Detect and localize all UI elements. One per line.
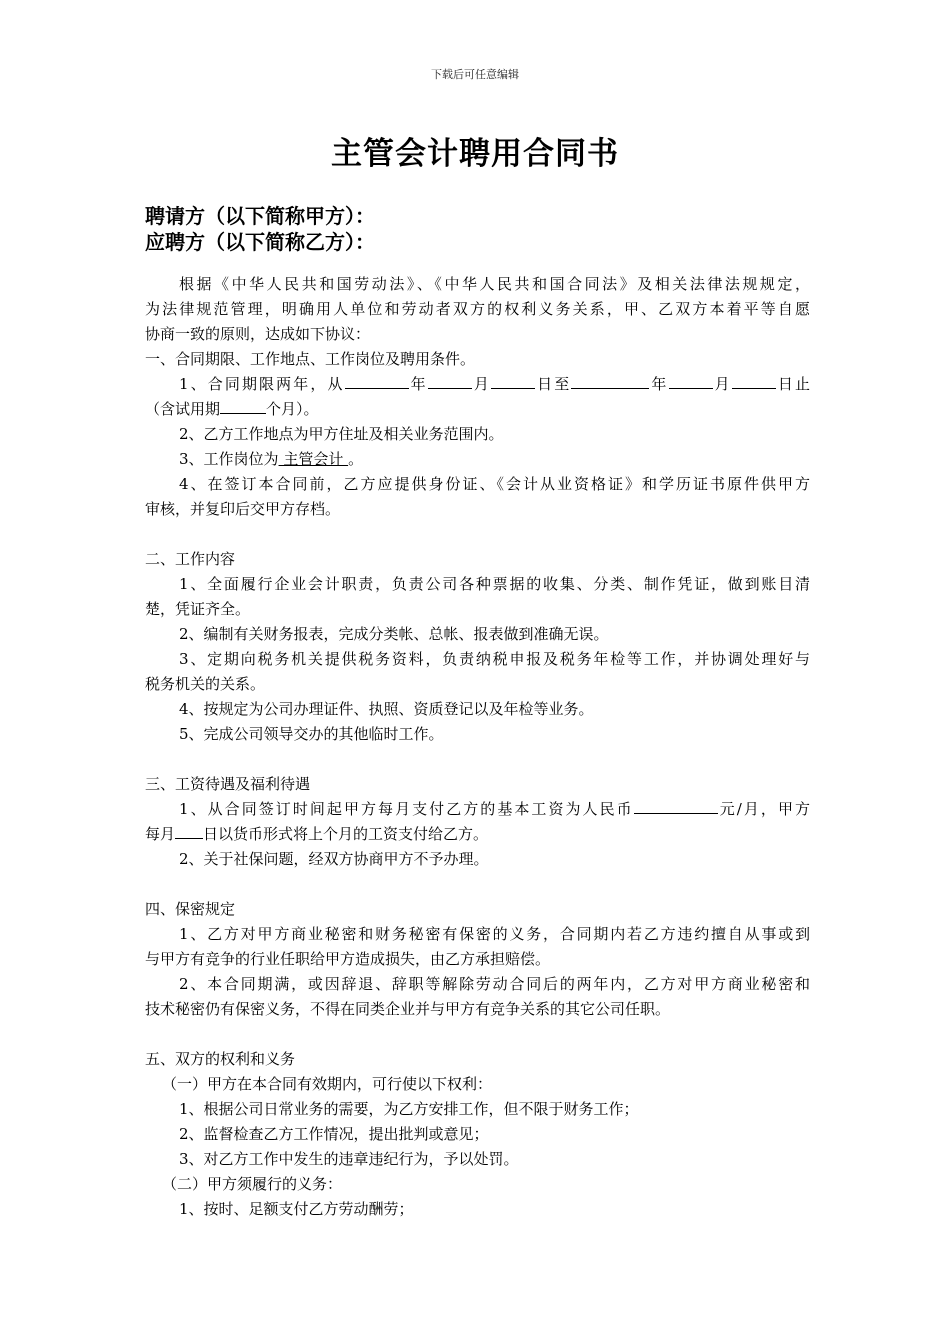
- s5-sub-1-item-3: 3、对乙方工作中发生的违章违纪行为，予以处罚。: [179, 1150, 519, 1168]
- salary-blank: [634, 797, 718, 814]
- section-3-heading: 三、工资待遇及福利待遇: [145, 775, 311, 793]
- salary-suffix: 元/月，甲方: [717, 800, 810, 818]
- day-to-label: 日至: [535, 375, 572, 393]
- s3-item-2: 2、关于社保问题，经双方协商甲方不予办理。: [179, 850, 489, 868]
- month-label: 月: [471, 375, 492, 393]
- party-b-line: 应聘方（以下简称乙方）：: [145, 230, 375, 254]
- s2-item-4: 4、按规定为公司办理证件、执照、资质登记以及年检等业务。: [179, 700, 594, 718]
- s3-item-1-line-1: [145, 797, 810, 822]
- s3-item-1-line-2: [145, 822, 810, 847]
- start-month-blank: [428, 372, 472, 389]
- s2-item-1-line-2: 楚，凭证齐全。: [145, 600, 251, 618]
- end-day-blank: [732, 372, 776, 389]
- probation-label: （含试用期: [145, 400, 221, 418]
- party-a-line: 聘请方（以下简称甲方）：: [145, 204, 375, 228]
- start-day-blank: [491, 372, 535, 389]
- probation-blank: [220, 397, 266, 414]
- intro-line-2: 为法律规范管理，明确用人单位和劳动者双方的权利义务关系，甲、乙双方本着平等自愿: [145, 300, 810, 318]
- s1-i1-a: 1、合同期限两年，从: [179, 375, 345, 393]
- day-end-label: 日止: [775, 375, 810, 393]
- s4-item-2-line-1: 2、本合同期满，或因辞退、辞职等解除劳动合同后的两年内，乙方对甲方商业秘密和: [179, 975, 810, 993]
- s4-item-2-line-2: 技术秘密仍有保密义务，不得在同类企业并与甲方有竞争关系的其它公司任职。: [145, 1000, 671, 1018]
- s5-sub-2: （二）甲方须履行的义务：: [162, 1175, 343, 1193]
- s4-item-1-line-2: 与甲方有竞争的行业任职给甲方造成损失，由乙方承担赔偿。: [145, 950, 551, 968]
- intro-line-1: 根据《中华人民共和国劳动法》、《中华人民共和国合同法》及相关法律法规规定，: [179, 275, 810, 293]
- spacer: [145, 1022, 810, 1047]
- s2-item-3-line-2: 税务机关的关系。: [145, 675, 266, 693]
- payday-suffix: 日以货币形式将上个月的工资支付给乙方。: [203, 825, 489, 843]
- s1-item-4-line-2: 审核，并复印后交甲方存档。: [145, 500, 341, 518]
- s5-sub-2-item-1: 1、按时、足额支付乙方劳动酬劳；: [179, 1200, 414, 1218]
- section-5-heading: 五、双方的权利和义务: [145, 1050, 296, 1068]
- payday-blank: [175, 822, 203, 839]
- intro-line-3: 协商一致的原则，达成如下协议：: [145, 325, 371, 343]
- end-year-blank: [571, 372, 649, 389]
- month-label-2: 月: [712, 375, 732, 393]
- document-title: 主管会计聘用合同书: [331, 136, 619, 172]
- s1-item-4-line-1: 4、在签订本合同前，乙方应提供身份证、《会计从业资格证》和学历证书原件供甲方: [179, 475, 810, 493]
- section-4-heading: 四、保密规定: [145, 900, 236, 918]
- spacer: [145, 747, 810, 772]
- payday-label: 每月: [145, 825, 176, 843]
- start-year-blank: [345, 372, 409, 389]
- s2-item-5: 5、完成公司领导交办的其他临时工作。: [179, 725, 444, 743]
- spacer: [145, 522, 810, 547]
- salary-label: 1、从合同签订时间起甲方每月支付乙方的基本工资为人民币: [179, 800, 634, 818]
- s2-item-3-line-1: 3、定期向税务机关提供税务资料，负责纳税申报及税务年检等工作，并协调处理好与: [179, 650, 810, 668]
- s1-item-3: [145, 447, 810, 472]
- post-suffix: 。: [348, 450, 364, 468]
- probation-suffix: 个月）。: [266, 400, 319, 418]
- s5-sub-1-item-1: 1、根据公司日常业务的需要，为乙方安排工作，但不限于财务工作；: [179, 1100, 639, 1118]
- post-label: 3、工作岗位为: [179, 450, 279, 468]
- s4-item-1-line-1: 1、乙方对甲方商业秘密和财务秘密有保密的义务，合同期内若乙方违约擅自从事或到: [179, 925, 810, 943]
- spacer: [145, 872, 810, 897]
- year-label: 年: [408, 375, 428, 393]
- s2-item-2: 2、编制有关财务报表，完成分类帐、总帐、报表做到准确无误。: [179, 625, 609, 643]
- contract-body: [145, 272, 810, 1222]
- post-value: 主管会计: [278, 450, 349, 468]
- s1-item-1-line-2: [145, 397, 810, 422]
- s1-item-2: 2、乙方工作地点为甲方住址及相关业务范围内。: [179, 425, 504, 443]
- year-label-2: 年: [649, 375, 669, 393]
- header-note: 下载后可任意编辑: [431, 68, 519, 81]
- s5-sub-1-item-2: 2、监督检查乙方工作情况，提出批判或意见；: [179, 1125, 489, 1143]
- end-month-blank: [669, 372, 713, 389]
- s1-item-1-line-1: [145, 372, 810, 397]
- s2-item-1-line-1: 1、全面履行企业会计职责，负责公司各种票据的收集、分类、制作凭证，做到账目清: [179, 575, 810, 593]
- section-2-heading: 二、工作内容: [145, 550, 236, 568]
- section-1-heading: 一、合同期限、工作地点、工作岗位及聘用条件。: [145, 350, 476, 368]
- s5-sub-1: （一）甲方在本合同有效期内，可行使以下权利：: [162, 1075, 493, 1093]
